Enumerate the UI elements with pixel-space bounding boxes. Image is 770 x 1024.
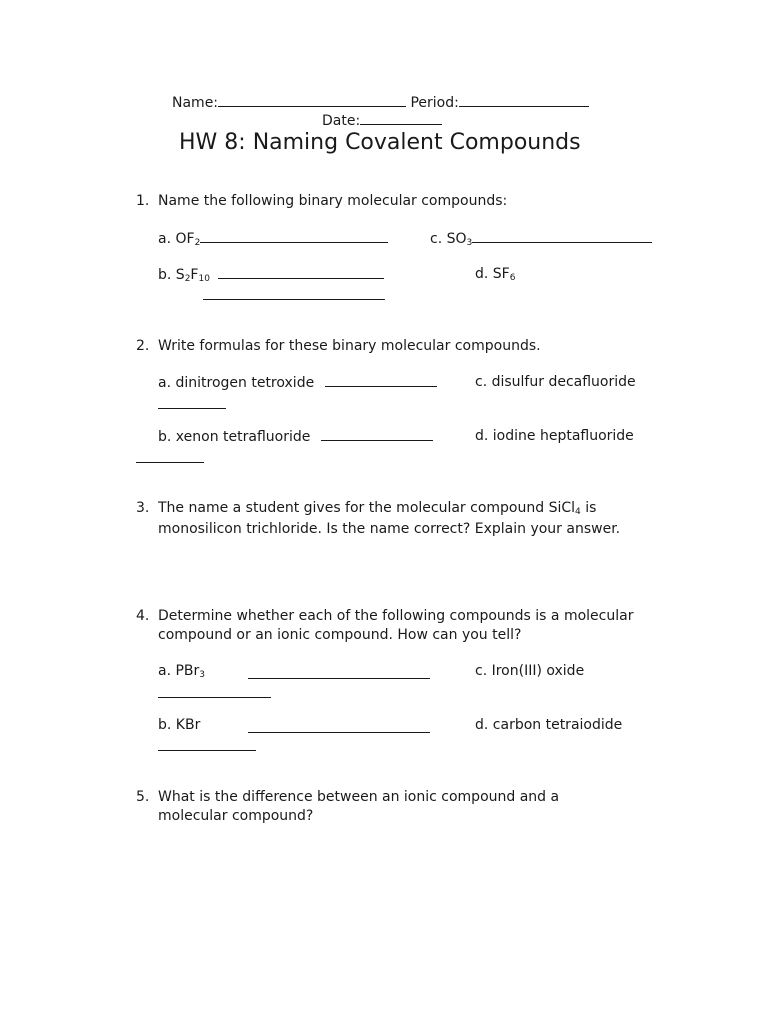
q3-text-end: is monosilicon trichloride. Is the name correct? Explain your answer. (158, 500, 621, 537)
q1-a-blank[interactable] (200, 229, 388, 243)
q3-subscript: 4 (575, 507, 581, 517)
q2-d-blank[interactable] (136, 462, 204, 463)
date-line (322, 111, 442, 130)
q1-c-label: c. SO (430, 231, 467, 247)
q4-b-blank[interactable] (248, 732, 430, 733)
q1-c-blank[interactable] (472, 229, 652, 243)
date-label: Date: (322, 113, 361, 129)
q2-c-blank[interactable] (158, 408, 226, 409)
q4-a-label: a. PBr (158, 663, 200, 679)
q2-a-label: a. dinitrogen tetroxide (158, 375, 315, 391)
q1-d-blank[interactable] (203, 299, 385, 300)
q3-number: 3. (136, 500, 150, 516)
q2-item-b (158, 427, 433, 446)
period-label: Period: (410, 95, 459, 111)
name-period-line (172, 93, 589, 112)
q1-b-blank[interactable] (218, 265, 384, 279)
q1-item-d (475, 265, 515, 285)
q4-d-blank[interactable] (158, 750, 256, 751)
date-blank[interactable] (360, 111, 442, 125)
q4-item-b: b. KBr (158, 717, 201, 733)
q1-d-label: d. SF (475, 266, 510, 282)
q1-a-subscript: 2 (194, 238, 201, 248)
q3-prompt (158, 499, 648, 538)
q2-number: 2. (136, 338, 150, 354)
q2-b-blank[interactable] (321, 427, 433, 441)
q1-item-b (158, 265, 384, 286)
q1-b-label-mid: F (190, 267, 199, 283)
q4-item-a (158, 662, 205, 682)
q4-a-blank[interactable] (248, 678, 430, 679)
q1-b-label: b. S (158, 267, 185, 283)
page-title: HW 8: Naming Covalent Compounds (179, 130, 581, 155)
q1-item-c (430, 229, 652, 250)
q1-b-subscript-1: 2 (184, 274, 191, 284)
q4-item-c: c. Iron(III) oxide (475, 663, 585, 679)
name-blank[interactable] (218, 93, 406, 107)
name-label: Name: (172, 95, 219, 111)
q2-prompt: Write formulas for these binary molecular compounds. (158, 338, 541, 354)
q1-b-subscript-2: 10 (198, 274, 210, 284)
q1-prompt: Name the following binary molecular compounds: (158, 193, 508, 209)
q2-item-c: c. disulfur decafluoride (475, 374, 636, 390)
q1-c-subscript: 3 (466, 238, 473, 248)
q4-c-blank[interactable] (158, 697, 271, 698)
q2-b-label: b. xenon tetrafluoride (158, 429, 311, 445)
q3-text-start: The name a student gives for the molecular compound SiCl (158, 500, 576, 516)
q1-item-a (158, 229, 388, 250)
q1-number: 1. (136, 193, 150, 209)
q1-d-subscript: 6 (509, 273, 516, 283)
q1-a-label: a. OF (158, 231, 195, 247)
q2-item-a (158, 373, 437, 392)
q2-a-blank[interactable] (325, 373, 437, 387)
q4-number: 4. (136, 608, 150, 624)
q2-item-d: d. iodine heptafluoride (475, 428, 634, 444)
q4-a-subscript: 3 (199, 670, 206, 680)
q4-item-d: d. carbon tetraiodide (475, 717, 623, 733)
period-blank[interactable] (459, 93, 589, 107)
q5-number: 5. (136, 789, 150, 805)
q4-prompt: Determine whether each of the following compounds is a molecular compound or an ionic compound. How can you tell? (158, 608, 634, 643)
q5-prompt: What is the difference between an ionic compound and a molecular compound? (158, 789, 560, 824)
